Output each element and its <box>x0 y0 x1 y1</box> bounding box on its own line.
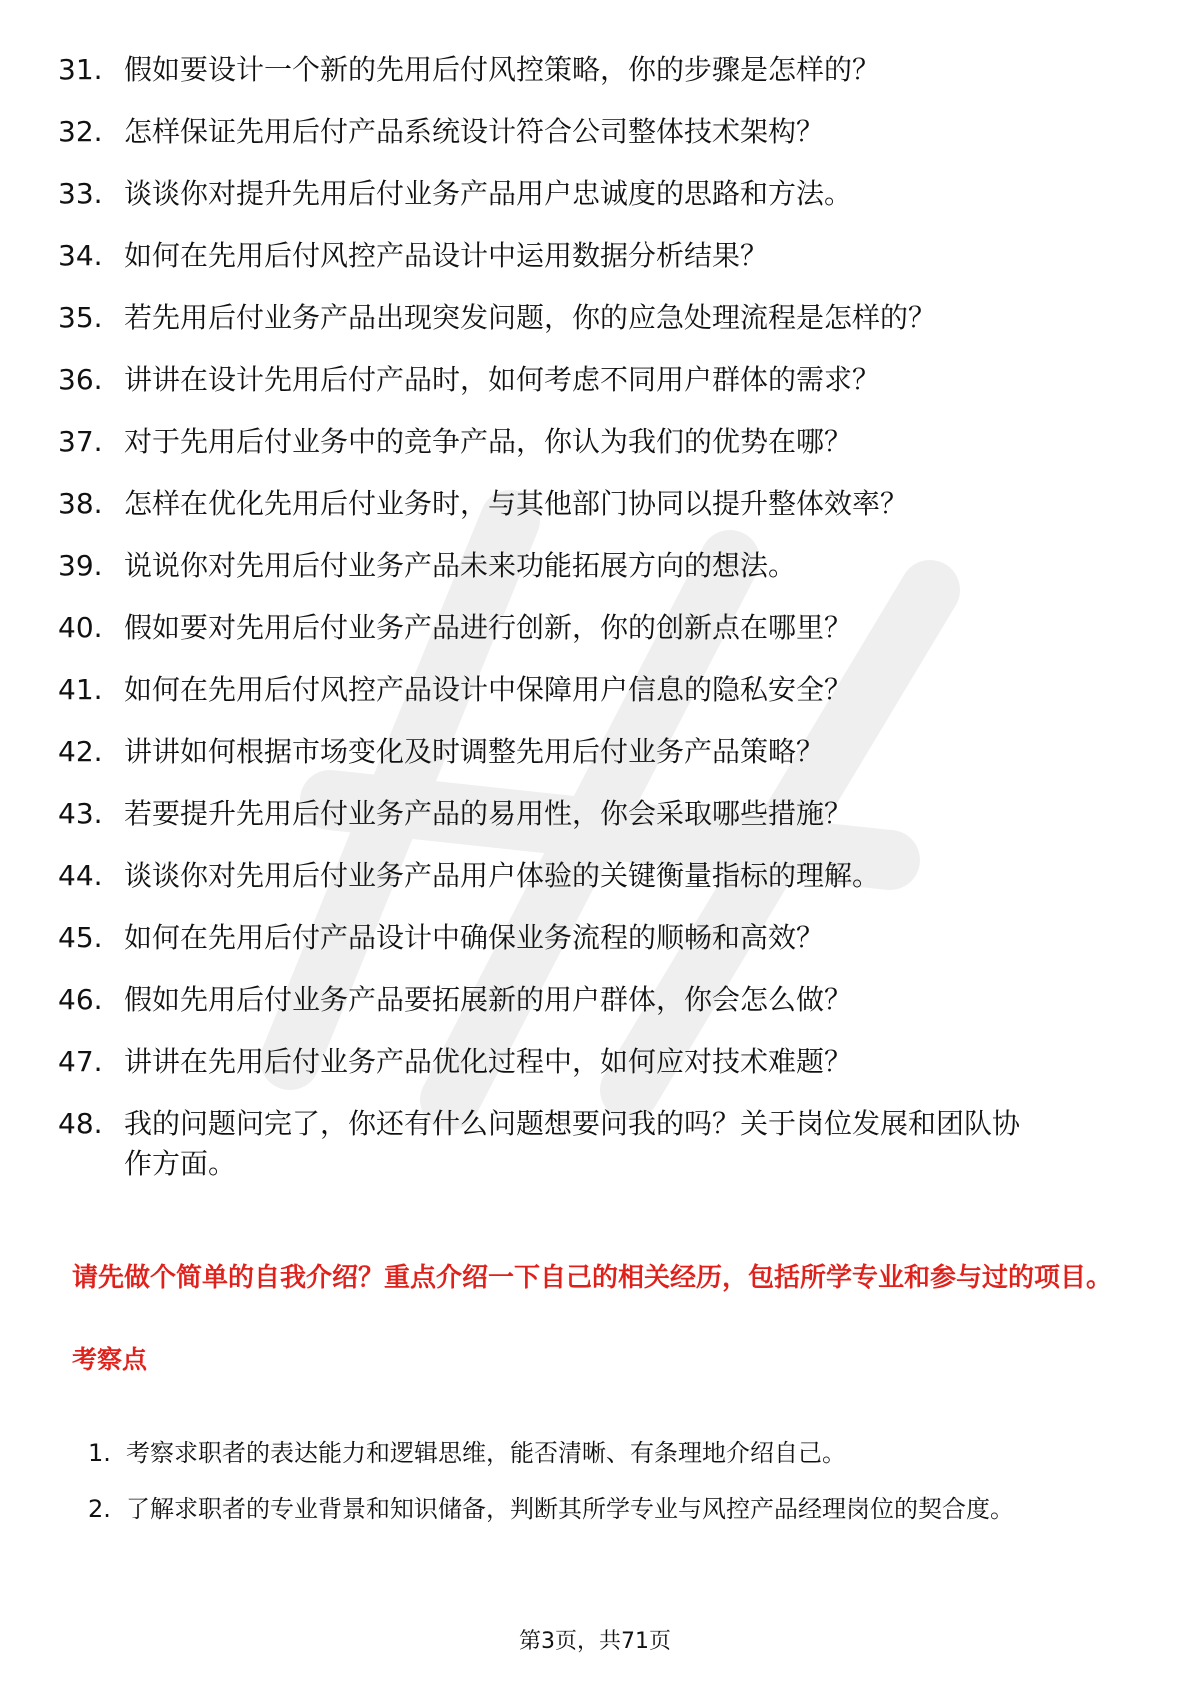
list-item <box>58 980 1128 1020</box>
list-item <box>58 918 1128 958</box>
question-number: 45. <box>58 921 103 954</box>
question-number: 44. <box>58 859 103 892</box>
list-item <box>58 670 1128 710</box>
list-item <box>58 112 1128 152</box>
question-number: 40. <box>58 611 103 644</box>
question-text: 假如要设计一个新的先用后付风控策略，你的步骤是怎样的？ <box>124 53 881 86</box>
page-footer: 第3页，共71页 <box>519 1629 671 1654</box>
question-number: 43. <box>58 797 103 830</box>
question-number: 33. <box>58 177 103 210</box>
question-text: 谈谈你对提升先用后付业务产品用户忠诚度的思路和方法。 <box>124 177 853 210</box>
question-number: 36. <box>58 363 103 396</box>
question-text: 怎样在优化先用后付业务时，与其他部门协同以提升整体效率？ <box>124 487 909 520</box>
question-number: 37. <box>58 425 103 458</box>
question-number: 35. <box>58 301 103 334</box>
list-item <box>58 608 1128 648</box>
question-text: 我的问题问完了，你还有什么问题想要问我的吗？关于岗位发展和团队协作方面。 <box>124 1107 1021 1180</box>
point-number: 1. <box>88 1439 111 1467</box>
list-item <box>58 298 1128 338</box>
list-item <box>88 1481 1128 1537</box>
point-text: 考察求职者的表达能力和逻辑思维，能否清晰、有条理地介绍自己。 <box>126 1439 846 1467</box>
question-text: 若先用后付业务产品出现突发问题，你的应急处理流程是怎样的？ <box>124 301 937 334</box>
assessment-points-list <box>88 1425 1128 1537</box>
question-text: 说说你对先用后付业务产品未来功能拓展方向的想法。 <box>124 549 797 582</box>
question-text: 讲讲如何根据市场变化及时调整先用后付业务产品策略？ <box>124 735 825 768</box>
question-text: 假如要对先用后付业务产品进行创新，你的创新点在哪里？ <box>124 611 853 644</box>
point-number: 2. <box>88 1495 111 1523</box>
question-text: 假如先用后付业务产品要拓展新的用户群体，你会怎么做？ <box>124 983 853 1016</box>
question-number: 48. <box>58 1107 103 1140</box>
list-item <box>58 50 1128 90</box>
list-item <box>58 1042 1128 1082</box>
question-number: 42. <box>58 735 103 768</box>
question-number: 46. <box>58 983 103 1016</box>
question-text: 如何在先用后付风控产品设计中保障用户信息的隐私安全？ <box>124 673 853 706</box>
list-item <box>58 484 1128 524</box>
list-item <box>58 794 1128 834</box>
list-item <box>88 1425 1128 1481</box>
question-text: 如何在先用后付风控产品设计中运用数据分析结果？ <box>124 239 769 272</box>
list-item <box>58 546 1128 586</box>
question-text: 讲讲在设计先用后付产品时，如何考虑不同用户群体的需求？ <box>124 363 881 396</box>
list-item <box>58 732 1128 772</box>
question-text: 如何在先用后付产品设计中确保业务流程的顺畅和高效？ <box>124 921 825 954</box>
question-number: 31. <box>58 53 103 86</box>
question-number: 41. <box>58 673 103 706</box>
question-text: 若要提升先用后付业务产品的易用性，你会采取哪些措施？ <box>124 797 853 830</box>
point-text: 了解求职者的专业背景和知识储备，判断其所学专业与风控产品经理岗位的契合度。 <box>126 1495 1014 1523</box>
list-item <box>58 422 1128 462</box>
question-text: 谈谈你对先用后付业务产品用户体验的关键衡量指标的理解。 <box>124 859 881 892</box>
question-number: 34. <box>58 239 103 272</box>
question-number: 39. <box>58 549 103 582</box>
list-item <box>58 856 1128 896</box>
list-item <box>58 236 1128 276</box>
question-list <box>58 50 1128 1206</box>
list-item <box>58 1104 1128 1184</box>
list-item <box>58 360 1128 400</box>
list-item <box>58 174 1128 214</box>
question-text: 讲讲在先用后付业务产品优化过程中，如何应对技术难题？ <box>124 1045 853 1078</box>
question-number: 38. <box>58 487 103 520</box>
question-text: 怎样保证先用后付产品系统设计符合公司整体技术架构？ <box>124 115 825 148</box>
section-heading: 考察点 <box>72 1345 148 1374</box>
intro-question: 请先做个简单的自我介绍？重点介绍一下自己的相关经历，包括所学专业和参与过的项目。 <box>72 1263 1113 1293</box>
question-number: 47. <box>58 1045 103 1078</box>
question-text: 对于先用后付业务中的竞争产品，你认为我们的优势在哪？ <box>124 425 853 458</box>
question-number: 32. <box>58 115 103 148</box>
